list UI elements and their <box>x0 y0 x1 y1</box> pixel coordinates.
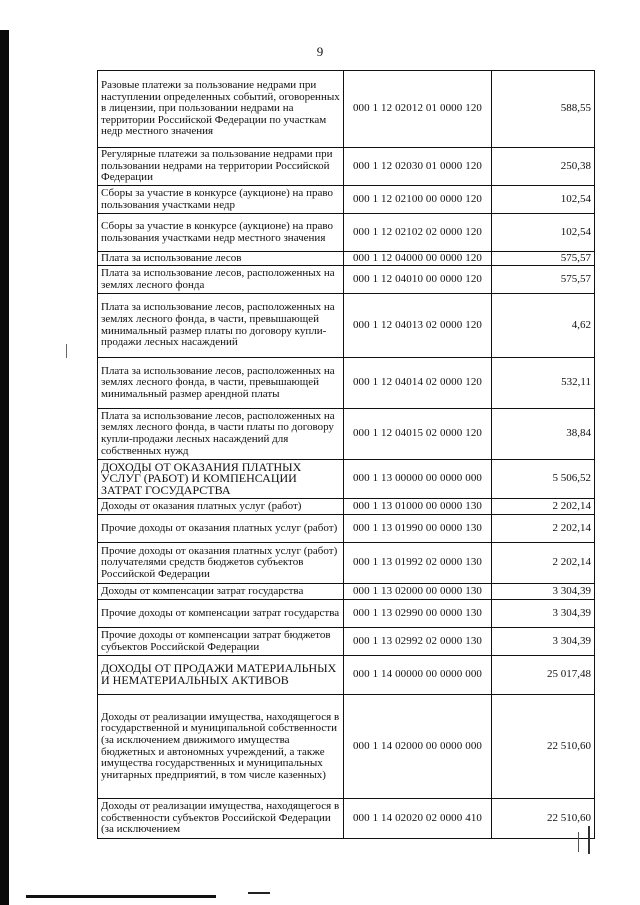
table-row <box>98 600 595 628</box>
revenue-code: 000 1 12 02012 01 0000 120 <box>344 71 492 148</box>
revenue-code: 000 1 12 02100 00 0000 120 <box>344 186 492 214</box>
revenue-name: ДОХОДЫ ОТ ОКАЗАНИЯ ПЛАТНЫХ УСЛУГ (РАБОТ) И КОМПЕНСАЦИИ ЗАТРАТ ГОСУДАРСТВА <box>98 460 344 499</box>
revenue-amount: 3 304,39 <box>492 584 595 600</box>
revenue-code: 000 1 12 04000 00 0000 120 <box>344 252 492 266</box>
revenue-name: Прочие доходы от компенсации затрат бюджетов субъектов Российской Федерации <box>98 628 344 656</box>
revenue-name: Прочие доходы от компенсации затрат государства <box>98 600 344 628</box>
table-row <box>98 584 595 600</box>
revenue-code: 000 1 14 00000 00 0000 000 <box>344 656 492 695</box>
table-row <box>98 695 595 799</box>
table-row <box>98 71 595 148</box>
table-row <box>98 214 595 252</box>
revenue-amount: 22 510,60 <box>492 695 595 799</box>
revenue-code: 000 1 13 01992 02 0000 130 <box>344 543 492 584</box>
revenue-amount: 102,54 <box>492 214 595 252</box>
revenue-name: Доходы от компенсации затрат государства <box>98 584 344 600</box>
table-row <box>98 148 595 186</box>
revenue-amount: 4,62 <box>492 294 595 358</box>
table-row <box>98 499 595 515</box>
revenue-amount: 2 202,14 <box>492 543 595 584</box>
table-row <box>98 266 595 294</box>
table-row <box>98 186 595 214</box>
table-row-section <box>98 656 595 695</box>
table-row <box>98 515 595 543</box>
revenue-name: Плата за использование лесов, расположенных на землях лесного фонда, в части, превышающей минимальный размер арендной платы <box>98 358 344 409</box>
revenue-name: ДОХОДЫ ОТ ПРОДАЖИ МАТЕРИАЛЬНЫХ И НЕМАТЕРИАЛЬНЫХ АКТИВОВ <box>98 656 344 695</box>
revenue-code: 000 1 14 02020 02 0000 410 <box>344 799 492 839</box>
scan-mark <box>578 832 579 852</box>
table-row <box>98 358 595 409</box>
table-row <box>98 294 595 358</box>
revenue-name: Разовые платежи за пользование недрами при наступлении определенных событий, оговоренных в лицензии, при пользовании недрами на территории Российской Федерации по участкам недр местного значения <box>98 71 344 148</box>
page-number: 9 <box>316 44 324 59</box>
revenue-name: Доходы от оказания платных услуг (работ) <box>98 499 344 515</box>
revenue-code: 000 1 13 02992 02 0000 130 <box>344 628 492 656</box>
revenue-amount: 250,38 <box>492 148 595 186</box>
revenue-code: 000 1 13 01000 00 0000 130 <box>344 499 492 515</box>
revenue-amount: 2 202,14 <box>492 515 595 543</box>
revenue-code: 000 1 12 04014 02 0000 120 <box>344 358 492 409</box>
table-row <box>98 628 595 656</box>
revenue-code: 000 1 14 02000 00 0000 000 <box>344 695 492 799</box>
revenue-name: Регулярные платежи за пользование недрами при пользовании недрами на территории Российской Федерации <box>98 148 344 186</box>
revenue-name: Плата за использование лесов <box>98 252 344 266</box>
revenue-code: 000 1 12 04013 02 0000 120 <box>344 294 492 358</box>
revenue-code: 000 1 13 02000 00 0000 130 <box>344 584 492 600</box>
revenue-code: 000 1 13 01990 00 0000 130 <box>344 515 492 543</box>
revenue-code: 000 1 12 04015 02 0000 120 <box>344 409 492 460</box>
revenue-name: Сборы за участие в конкурсе (аукционе) на право пользования участками недр местного значения <box>98 214 344 252</box>
revenue-amount: 5 506,52 <box>492 460 595 499</box>
revenue-code: 000 1 13 02990 00 0000 130 <box>344 600 492 628</box>
revenue-code: 000 1 12 04010 00 0000 120 <box>344 266 492 294</box>
revenue-amount: 2 202,14 <box>492 499 595 515</box>
revenue-amount: 22 510,60 <box>492 799 595 839</box>
revenue-code: 000 1 12 02030 01 0000 120 <box>344 148 492 186</box>
revenue-amount: 588,55 <box>492 71 595 148</box>
revenue-code: 000 1 12 02102 02 0000 120 <box>344 214 492 252</box>
scan-edge-shadow <box>0 30 9 905</box>
revenue-name: Плата за использование лесов, расположенных на землях лесного фонда, в части, превышающей минимальный размер платы по договору купли-продажи лесных насаждений <box>98 294 344 358</box>
revenue-code: 000 1 13 00000 00 0000 000 <box>344 460 492 499</box>
revenue-name: Доходы от реализации имущества, находящегося в государственной и муниципальной собственности (за исключением движимого имущества бюджетных и автономных учреждений, а также имущества государственных и муниципальных унитарных предприятий, в том числе казенных) <box>98 695 344 799</box>
table-row-section <box>98 460 595 499</box>
scan-mark <box>26 895 216 898</box>
revenue-amount: 3 304,39 <box>492 628 595 656</box>
revenue-name: Плата за использование лесов, расположенных на землях лесного фонда <box>98 266 344 294</box>
revenue-name: Сборы за участие в конкурсе (аукционе) на право пользования участками недр <box>98 186 344 214</box>
revenue-amount: 102,54 <box>492 186 595 214</box>
table-row <box>98 799 595 839</box>
revenue-amount: 3 304,39 <box>492 600 595 628</box>
scan-mark <box>248 892 270 894</box>
revenue-amount: 575,57 <box>492 266 595 294</box>
revenue-amount: 575,57 <box>492 252 595 266</box>
table-row <box>98 252 595 266</box>
scan-mark <box>66 344 67 358</box>
revenue-name: Плата за использование лесов, расположенных на землях лесного фонда, в части платы по договору купли-продажи лесных насаждений для собственных нужд <box>98 409 344 460</box>
revenue-table <box>97 70 595 839</box>
revenue-amount: 38,84 <box>492 409 595 460</box>
table-row <box>98 409 595 460</box>
revenue-name: Прочие доходы от оказания платных услуг (работ) <box>98 515 344 543</box>
scan-mark <box>588 826 590 854</box>
revenue-name: Доходы от реализации имущества, находящегося в собственности субъектов Российской Федерации (за исключением <box>98 799 344 839</box>
revenue-amount: 25 017,48 <box>492 656 595 695</box>
table-row <box>98 543 595 584</box>
revenue-name: Прочие доходы от оказания платных услуг (работ) получателями средств бюджетов субъектов Российской Федерации <box>98 543 344 584</box>
revenue-amount: 532,11 <box>492 358 595 409</box>
